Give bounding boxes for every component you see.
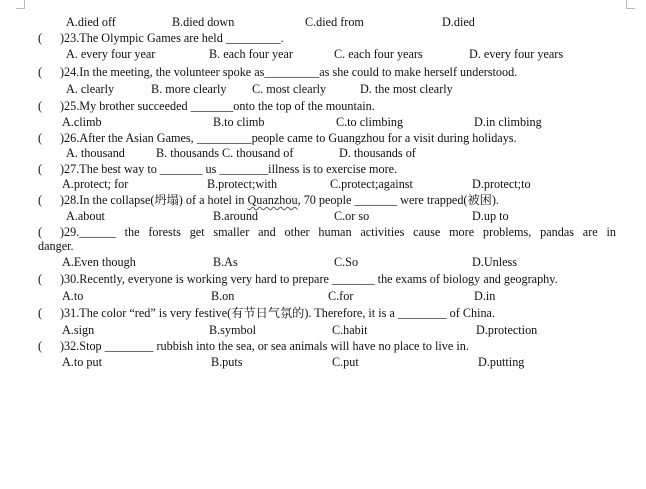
q29-word: cause	[413, 225, 441, 239]
page-corner-mark-left	[16, 0, 25, 9]
q28-text-before: )28.In the collapse(坍塌) of a hotel in	[60, 193, 248, 207]
q27-option-a: A.protect; for	[62, 177, 129, 191]
q26-option-bc: B. thousands C. thousand of	[156, 146, 294, 160]
q28-answer-paren: (	[38, 193, 43, 207]
q22-option-c: C.died from	[305, 15, 364, 29]
q25-option-c: C.to climbing	[336, 115, 404, 129]
q23-answer-paren: (	[38, 31, 43, 45]
q32-text: )32.Stop ________ rubbish into the sea, or sea animals will have no place to live in.	[60, 339, 469, 353]
q29-word: )29.______	[60, 225, 116, 239]
q30-text: )30.Recently, everyone is working very hard to prepare _______ the exams of biology and geography.	[60, 272, 558, 286]
q29-option-c: C.So	[334, 255, 359, 269]
q30-answer-paren: (	[38, 272, 43, 286]
q25-option-b: B.to climb	[213, 115, 265, 129]
q32-option-d: D.putting	[478, 355, 525, 369]
q25-stem	[38, 100, 375, 112]
q29-word: are	[582, 225, 598, 239]
q28-option-b: B.around	[213, 209, 259, 223]
q29-word: smaller	[213, 225, 250, 239]
q29-option-b: B.As	[213, 255, 238, 269]
q32-option-c: C.put	[332, 355, 359, 369]
q29-word: forests	[148, 225, 181, 239]
q24-stem	[38, 66, 517, 78]
q30-option-c: C.for	[328, 289, 354, 303]
q23-option-b: B. each four year	[209, 47, 293, 61]
q31-option-a: A.sign	[62, 323, 95, 337]
q29-word: in	[606, 225, 616, 239]
q29-option-d: D.Unless	[472, 255, 518, 269]
q31-option-c: C.habit	[332, 323, 368, 337]
q25-text: )25.My brother succeeded _______onto the top of the mountain.	[60, 99, 375, 113]
q30-option-d: D.in	[474, 289, 496, 303]
q24-option-c: C. most clearly	[252, 82, 327, 96]
q30-stem	[38, 273, 558, 285]
q32-option-b: B.puts	[211, 355, 243, 369]
q26-text: )26.After the Asian Games, _________people came to Guangzhou for a visit during holidays.	[60, 131, 517, 145]
q26-answer-paren: (	[38, 131, 43, 145]
q30-option-a: A.to	[62, 289, 84, 303]
q31-option-b: B.symbol	[209, 323, 257, 337]
q28-stem	[38, 194, 499, 206]
q28-option-c: C.or so	[334, 209, 370, 223]
q32-answer-paren: (	[38, 339, 43, 353]
q29-word: more	[449, 225, 475, 239]
q28-text-after: , 70 people _______ were trapped(被困).	[297, 193, 499, 207]
q22-option-a: A.died off	[66, 15, 116, 29]
q28-option-a: A.about	[66, 209, 105, 223]
q24-option-b: B. more clearly	[151, 82, 227, 96]
q28-option-d: D.up to	[472, 209, 509, 223]
q29-word: get	[189, 225, 205, 239]
q27-text: )27.The best way to _______ us ________illness is to exercise more.	[60, 162, 398, 176]
q29-word: activities	[360, 225, 405, 239]
q22-option-d: D.died	[442, 15, 475, 29]
q29-continuation: danger.	[38, 239, 74, 253]
q23-option-c: C. each four years	[334, 47, 423, 61]
q24-option-d: D. the most clearly	[360, 82, 453, 96]
q29-word: human	[318, 225, 352, 239]
q30-option-b: B.on	[211, 289, 235, 303]
q23-option-d: D. every four years	[469, 47, 564, 61]
q31-option-d: D.protection	[476, 323, 538, 337]
q29-option-a: A.Even though	[62, 255, 136, 269]
q29-answer-paren: (	[38, 225, 43, 239]
q25-answer-paren: (	[38, 99, 43, 113]
q24-text: )24.In the meeting, the volunteer spoke as_________as she could to make herself understood.	[60, 65, 518, 79]
q26-stem	[38, 132, 517, 144]
page-corner-mark-right	[626, 0, 635, 9]
q24-option-a: A. clearly	[66, 82, 115, 96]
q31-text: )31.The color “red” is very festive(有节日气氛的). Therefore, it is a ________ of China.	[60, 306, 496, 320]
q29-word: problems,	[482, 225, 532, 239]
q25-option-d: D.in climbing	[474, 115, 542, 129]
q27-answer-paren: (	[38, 162, 43, 176]
q32-option-a: A.to put	[62, 355, 102, 369]
q29-word: and	[258, 225, 276, 239]
q32-stem	[38, 340, 469, 352]
q26-option-d: D. thousands of	[339, 146, 416, 160]
q25-option-a: A.climb	[62, 115, 102, 129]
q27-option-b: B.protect;with	[207, 177, 278, 191]
q27-option-d: D.protect;to	[472, 177, 531, 191]
q31-answer-paren: (	[38, 306, 43, 320]
q29-word: the	[124, 225, 140, 239]
q29-word: pandas	[540, 225, 574, 239]
q31-stem	[38, 307, 495, 319]
q23-text: )23.The Olympic Games are held _________.	[60, 31, 284, 45]
q28-place-name: Quanzhou	[247, 193, 298, 207]
q24-answer-paren: (	[38, 65, 43, 79]
q23-stem	[38, 32, 284, 44]
q27-stem	[38, 163, 397, 175]
q23-option-a: A. every four year	[66, 47, 156, 61]
q27-option-c: C.protect;against	[330, 177, 413, 191]
q22-option-b: B.died down	[172, 15, 235, 29]
q29-word: other	[284, 225, 310, 239]
q26-option-a: A. thousand	[66, 146, 125, 160]
